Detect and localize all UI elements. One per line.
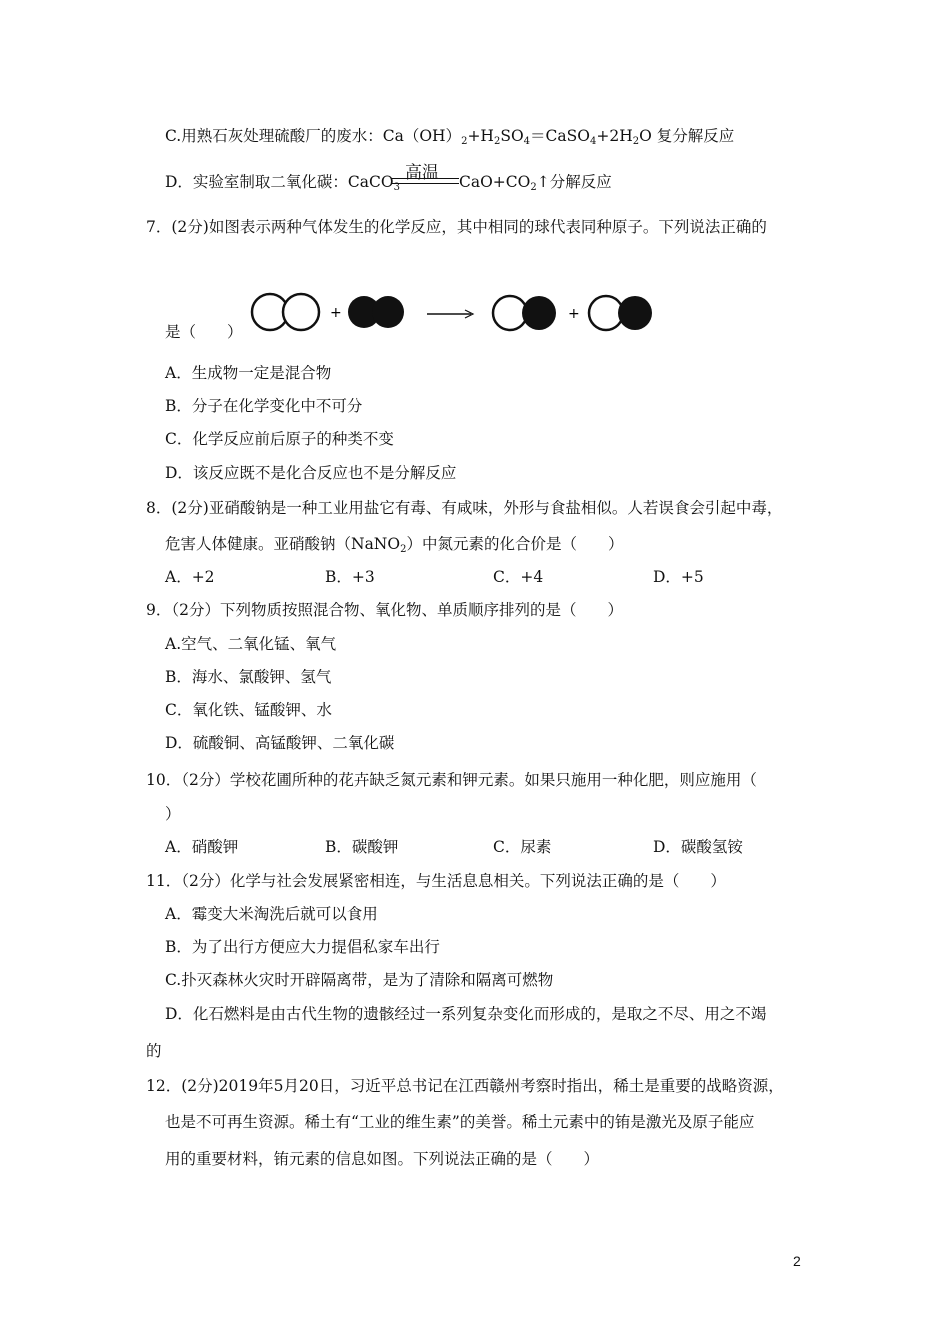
- q6-option-c: C.用熟石灰处理硫酸厂的废水：$Ca(OH)_2+H_2SO_4=CaSO_4+2H_2O$ 复分解反应: [165, 127, 735, 147]
- reactant-black-molecule: [348, 296, 404, 328]
- q10-option-c: C．尿素: [493, 838, 552, 856]
- q7-option-c: C．化学反应前后原子的种类不变: [165, 430, 394, 448]
- reactant-white-molecule: [252, 294, 319, 330]
- q10-option-b: B．碳酸钾: [325, 838, 399, 856]
- plus-sign-2: +: [568, 306, 580, 322]
- q10-option-a: A．硝酸钾: [165, 838, 239, 856]
- q10-stem: 10．（2分）学校花圃所种的花卉缺乏氮元素和钾元素。如果只施用一种化肥，则应施用（: [146, 771, 757, 789]
- q8-option-b: B．+3: [325, 568, 375, 586]
- page-number: 2: [793, 1253, 801, 1269]
- q11-option-c: C.扑灭森林火灾时开辟隔离带，是为了清除和隔离可燃物: [165, 971, 554, 989]
- q7-stem: 7．(2分)如图表示两种气体发生的化学反应，其中相同的球代表同种原子。下列说法正确的: [146, 218, 767, 236]
- q9-option-a: A.空气、二氧化锰、氧气: [165, 635, 337, 653]
- q8-stem-line1: 8．(2分)亚硝酸钠是一种工业用盐它有毒、有咸味，外形与食盐相似。人若误食会引起中毒，: [146, 499, 783, 517]
- q11-option-d-end: 的: [146, 1042, 162, 1060]
- q9-option-b: B．海水、氯酸钾、氢气: [165, 668, 332, 686]
- q12-stem-line3: 用的重要材料，铕元素的信息如图。下列说法正确的是（ ）: [165, 1150, 600, 1168]
- q10-stem-end: ）: [165, 805, 181, 823]
- product-molecule-2: [589, 296, 652, 330]
- product-molecule-1: [493, 296, 556, 330]
- reaction-molecule-diagram: [245, 288, 665, 342]
- q9-option-d: D．硫酸铜、高锰酸钾、二氧化碳: [165, 734, 395, 752]
- q11-option-b: B．为了出行方便应大力提倡私家车出行: [165, 938, 440, 956]
- q9-option-c: C．氧化铁、锰酸钾、水: [165, 701, 332, 719]
- q12-stem-line1: 12．(2分)2019年5月20日，习近平总书记在江西赣州考察时指出，稀土是重要的战略资源，: [146, 1077, 784, 1095]
- q11-stem: 11．（2分）化学与社会发展紧密相连，与生活息息相关。下列说法正确的是（ ）: [146, 872, 726, 890]
- q8-stem-line2: 危害人体健康。亚硝酸钠（NaNO$_2$）中氮元素的化合价是（ ）: [165, 535, 624, 555]
- q6-option-d: D．实验室制取二氧化碳：CaCO$_3$: [165, 173, 400, 193]
- q9-stem: 9．（2分）下列物质按照混合物、氧化物、单质顺序排列的是（ ）: [146, 601, 623, 619]
- equals-sign: [391, 178, 459, 184]
- q8-option-d: D．+5: [653, 568, 704, 586]
- q6-option-d-products: $CaO+CO_2↑$分解反应: [459, 173, 612, 193]
- q7-option-b: B．分子在化学变化中不可分: [165, 397, 363, 415]
- plus-sign-1: +: [330, 305, 342, 321]
- q7-option-a: A．生成物一定是混合物: [165, 364, 332, 382]
- q11-option-a: A．霉变大米淘洗后就可以食用: [165, 905, 378, 923]
- q11-option-d: D．化石燃料是由古代生物的遗骸经过一系列复杂变化而形成的，是取之不尽、用之不竭: [165, 1005, 767, 1023]
- q12-stem-line2: 也是不可再生资源。稀土有“工业的维生素”的美誉。稀土元素中的铕是激光及原子能应: [165, 1113, 755, 1131]
- reaction-condition: 高温: [405, 163, 439, 183]
- q7-option-d: D．该反应既不是化合反应也不是分解反应: [165, 464, 457, 482]
- q7-stem-end: 是（ ）: [165, 323, 243, 341]
- q8-option-a: A．+2: [165, 568, 215, 586]
- q8-option-c: C．+4: [493, 568, 544, 586]
- q10-option-d: D．碳酸氢铵: [653, 838, 743, 856]
